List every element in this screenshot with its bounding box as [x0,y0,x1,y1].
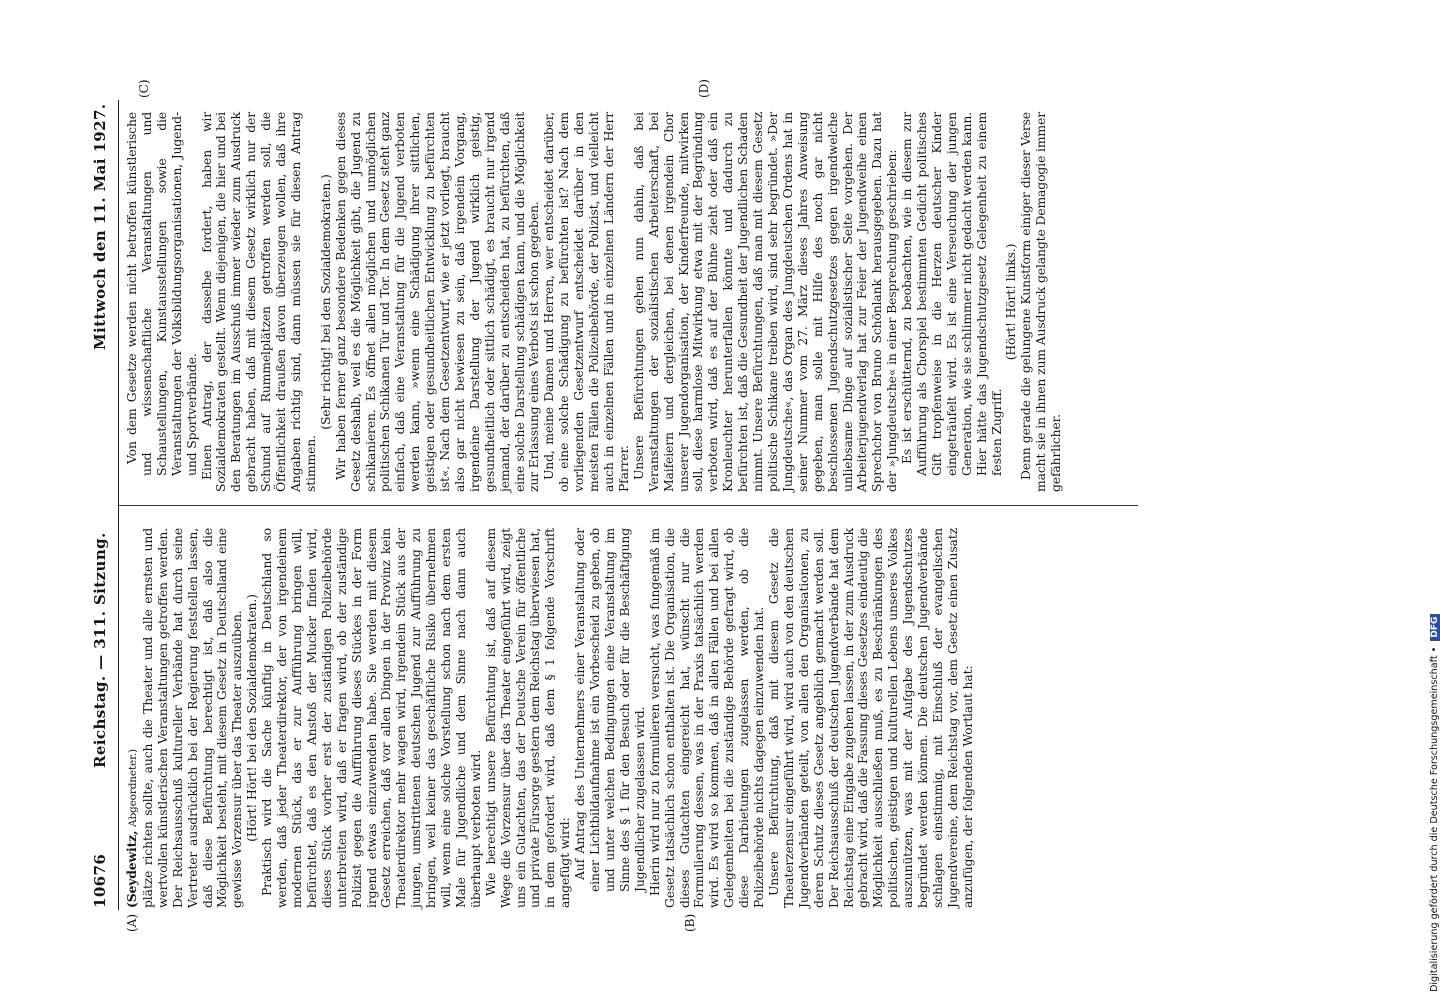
paragraph: Wir haben ferner ganz besondere Bedenken gegen dieses Gesetz deshalb, weil es die Möglichkeit gibt, die Jugend zu schikanieren. Es öffnet allen möglichen und unmöglichen politischen Schikanen Tür und Tor. In dem Gesetz steht ganz einfach, daß eine Veranstaltung für die Jugend verboten werden kann, »wenn eine Schädigung ihrer sittlichen, geistigen oder gesundheitlichen Entwicklung zu befürchten ist«. Nach dem Gesetzentwurf, wie er jetzt vorliegt, braucht also gar nicht bewiesen zu sein, daß irgendein Vorgang, irgendeine Darstellung der Jugend wirklich geistig, gesundheitlich oder sittlich schädigt, es braucht nur irgend jemand, der darüber zu entscheiden hat, zu befürchten, daß eine solche Darstellung schädigen kann, und die Möglichkeit zur Erlassung eines Verbots ist schon gegeben. [332,112,542,492]
speaker-name: (Seydewitz, [124,830,139,908]
paragraph: Praktisch wird die Sache künftig in Deutschland so werden, daß jeder Theaterdirektor, der von irgendeinem modernen Stück, das er zur Aufführung bringen will, befürchtet, daß es den Anstoß der Mucker finden wird, dieses Stück vorher erst der zuständigen Polizeibehörde unterbreiten wird, daß er fragen wird, ob der zuständige Polizist gegen die Aufführung dieses Stückes in der Form irgend etwas einzuwenden habe. Sie werden mit diesem Gesetz erreichen, daß vor allen Dingen in der Provinz kein Theaterdirektor mehr wagen wird, irgendein Stück aus der jungen, umstrittenen deutschen Jugend zur Aufführung zu bringen, weil keiner das geschäftliche Risiko übernehmen will, wenn eine solche Vorstellung schon nach dem ersten Male für Jugendliche und dem Sinne nach dann auch überhaupt verboten wird. [259,528,483,908]
column-divider [118,505,1138,506]
quotation: Von dem Gesetze werden nicht betroffen künstlerische und wissenschaftliche Veranstaltungen und Schaustellungen, Kunstausstellungen sowie die Veranstaltungen der Volksbildungsorganisationen, Jugend- und Sportverbände. [124,112,199,476]
right-column [125,112,1064,492]
paragraph: Unsere Befürchtung, daß mit diesem Gesetz die Theaterzensur eingeführt wird, wird auch von den deutschen Jugendverbänden geteilt, von allen den Organisationen, zu deren Schutz dieses Gesetz angeblich gemacht werden soll. Der Reichsausschuß der deutschen Jugendverbände hat dem Reichstag eine Eingabe zugehen lassen, in der zum Ausdruck gebracht wird, daß die Fassung dieses Gesetzes eindeutig die Möglichkeit ausschließen muß, es zu Beschränkungen des politischen, geistigen und kulturellen Lebens unseres Volkes auszunützen, was mit der Aufgabe des Jugendschutzes begründet werden können. Die deutschen Jugendverbände schlagen einstimmig, mit Einschluß der evangelischen Jugendvereine, dem Reichstag vor, dem Gesetz einen Zusatz anzufügen, der folgenden Wortlaut hat: [765,528,975,908]
page-number: 10676 [91,853,109,908]
left-column [125,528,976,908]
interjection: (Hört! Hört! links.) [1003,243,1019,361]
credit-text: Digitalisierung gefördert durch die Deutsche Forschungsgemeinschaft • [1429,646,1440,992]
quotation: Es ist erschütternd, zu beobachten, wie in diesem zur Aufführung als Chorspiel bestimmten Gedicht politisches Gift tropfenweise in die Herzen deutscher Kinder eingeträufelt wird. Es ist eine Verseuchung der jungen Generation, wie sie schlimmer nicht gedacht werden kann. Hier hätte das Jugendschutzgesetz Gelegenheit zu einem festen Zugriff. [899,112,1004,476]
paragraph: Unsere Befürchtungen gehen nun dahin, daß bei Veranstaltungen der sozialistischen Arbeiterschaft, bei Maifeiern und dergleichen, bei denen irgendein Chor unserer Jugendorganisation, der Kinderfreunde, mitwirken soll, diese harmlose Mitwirkung etwa mit der Begründung verboten wird, daß es auf der Bühne zieht oder daß ein Kronleuchter herunterfallen könnte und dadurch zu befürchten ist, daß die Gesundheit der Jugendlichen Schaden nimmt. Unsere Befürchtungen, daß man mit diesem Gesetz politische Schikane treiben wird, sind sehr begründet. »Der Jungdeutsche«, das Organ des Jungdeutschen Ordens hat in seiner Nummer vom 27. März dieses Jahres Anweisung gegeben, man solle mit Hilfe des noch gar nicht beschlossenen Jugendschutzgesetzes gegen irgendwelche unliebsame Dinge auf sozialistischer Seite vorgehen. Der Arbeiterjugendverlag hat zur Feier der Jugendweihe einen Sprechchor von Bruno Schönlank herausgegeben. Dazu hat der »Jungdeutsche« in einer Besprechung geschrieben: [630,112,900,492]
paragraph: Denn gerade die gelungene Kunstform einiger dieser Verse macht sie in ihnen zum Ausdruck gelangte Demagogie immer gefährlicher. [1018,112,1064,492]
interjection: (Hört! Hört! bei den Sozialdemokraten.) [244,594,260,842]
dfg-logo: DFG [1430,614,1440,641]
margin-mark-d: (D) [697,79,711,98]
margin-mark-a: (A) [125,913,139,932]
speaker-line [125,528,141,908]
paragraph: Und, meine Damen und Herren, wer entscheidet darüber, ob eine solche Schädigung zu befürchten ist? Nach dem vorliegenden Gesetzentwurf entscheidet darüber in den meisten Fällen die Polizeibehörde, der Polizist, und vielleicht auch in einzelnen Fällen und in einzelnen Ländern der Herr Pfarrer. [541,112,631,492]
interjection: (Sehr richtig! bei den Sozialdemokraten.) [317,174,333,430]
margin-mark-b: (B) [683,913,697,932]
left-running-title: Reichstag. — 311. Sitzung. [91,532,109,768]
paragraph: Einen Antrag, der dasselbe fordert, haben wir Sozialdemokraten gestellt. Wenn diejenigen, die hier und bei den Beratungen im Ausschuß immer wieder zum Ausdruck gebracht haben, daß mit diesem Gesetz wirklich nur der Schund auf Rummelplätzen getroffen werden soll, die Öffentlichkeit draußen davon überzeugen wollen, daß ihre Angaben richtig sind, dann müssen sie für diesen Antrag stimmen. [198,112,318,492]
speaker-role: Abgeordneter.) [127,749,139,827]
paragraph: plätze richten sollte, auch die Theater und alle ernsten und wertvollen künstlerischen Veranstaltungen getroffen werden. Der Reichsausschuß kultureller Verbände hat durch seine Vertreter ausdrücklich bei der Regierung feststellen lassen, daß diese Befürchtung berechtigt ist, daß also die Möglichkeit besteht, mit diesem Gesetz in Deutschland eine gewisse Vorzensur über das Theater auszuüben. [139,528,245,908]
digitization-credit [1429,614,1440,992]
right-running-title: Mittwoch den 11. Mai 1927. [91,103,109,350]
quotation: Auf Antrag des Unternehmers einer Veranstaltung oder einer Lichtbildaufnahme ist ein Vorbescheid zu geben, ob und unter welchen Bedingungen eine Veranstaltung im Sinne des § 1 für den Besuch oder für die Beschäftigung Jugendlicher zugelassen wird. [572,528,647,892]
margin-mark-c: (C) [137,79,151,98]
rotated-newspaper-page [85,79,1315,932]
paragraph: Wie berechtigt unsere Befürchtung ist, daß auf diesem Wege die Vorzensur über das Theater eingeführt wird, zeigt uns ein Gutachten, das der Deutsche Verein für öffentliche und private Fürsorge gestern dem Reichstag überwiesen hat, in dem gefordert wird, daß dem § 1 folgende Vorschrift angefügt wird: [482,528,573,908]
paragraph: Hierin wird nur zu formulieren versucht, was fungemäß im Gesetz tatsächlich schon enthalten ist. Die Organisation, die dieses Gutachten eingereicht hat, wünscht nur die Formulierung dessen, was in der Praxis tatsächlich werden wird. Es wird so kommen, daß in allen Fällen und bei allen Gelegenheiten bei die zuständige Behörde gefragt wird, ob diese Darbietungen zugelassen werden, ob die Polizeibehörde nichts dagegen einzuwenden hat. [646,528,767,908]
page-header [85,100,121,910]
digitization-note [1416,10,1438,995]
